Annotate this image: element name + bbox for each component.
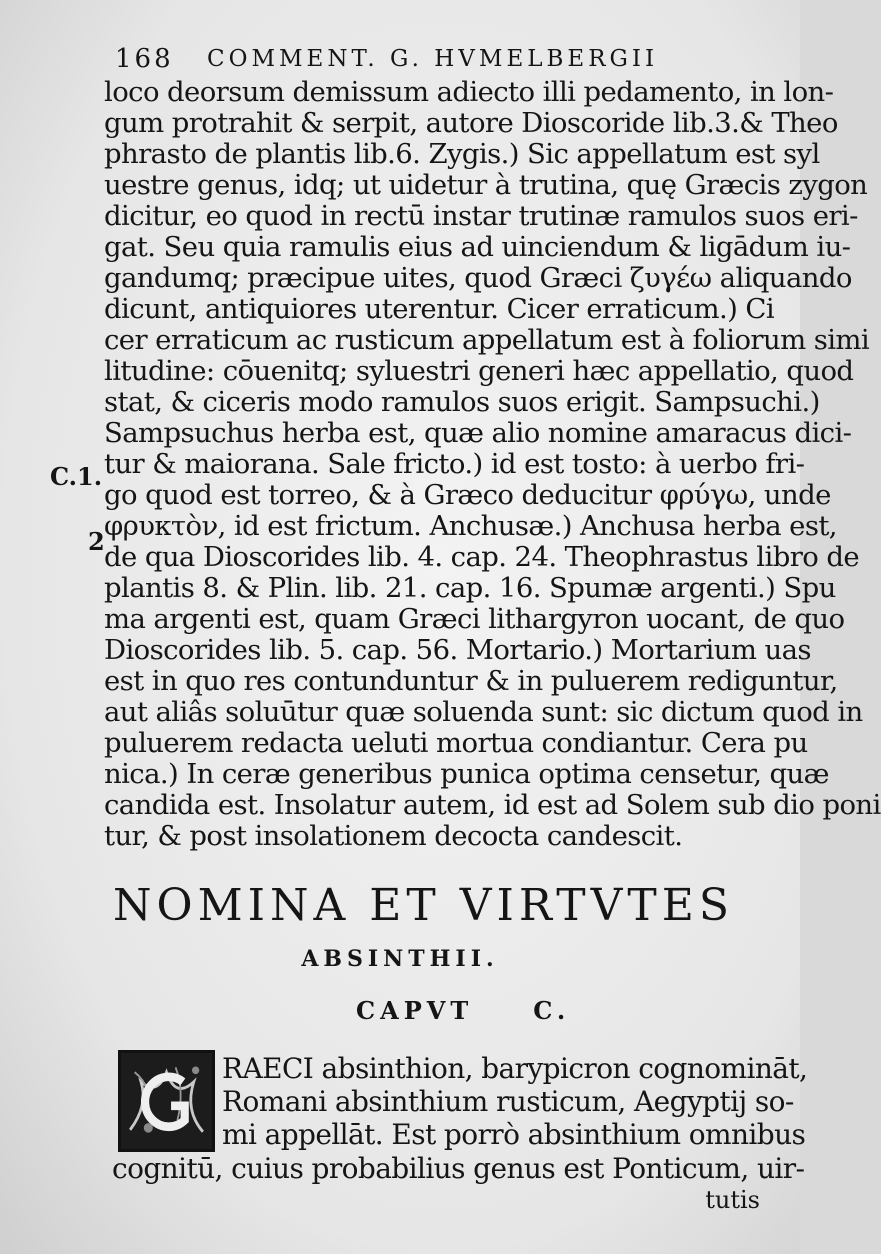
- text-line: Dioscorides lib. 5. cap. 56. Mortario.) Mortarium uas: [104, 634, 811, 666]
- text-line: ma argenti est, quam Græci lithargyron uocant, de quo: [104, 603, 845, 635]
- text-line: Sampsuchus herba est, quæ alio nomine amaracus dici-: [104, 417, 852, 449]
- running-title: COMMENT. G. HVMELBERGII: [207, 46, 659, 72]
- text-line: go quod est torreo, & à Græco deducitur φρύγω, unde: [104, 479, 831, 511]
- text-line: aut aliâs soluūtur quæ soluenda sunt: sic dictum quod in: [104, 696, 863, 728]
- text-line: gandumq; præcipue uites, quod Græci ζυγέω aliquando: [104, 262, 852, 294]
- text-line: nica.) In ceræ generibus punica optima censetur, quæ: [104, 758, 829, 790]
- catchword: tutis: [705, 1186, 760, 1214]
- text-line: uestre genus, idq; ut uidetur à trutina, quę Græcis zygon: [104, 169, 868, 201]
- decorated-initial-letter: [118, 1050, 215, 1152]
- text-line: candida est. Insolatur autem, id est ad Solem sub dio poni: [104, 789, 881, 821]
- text-line: loco deorsum demissum adiecto illi pedamento, in lon-: [104, 76, 834, 108]
- text-line: stat, & ciceris modo ramulos suos erigit. Sampsuchi.): [104, 386, 820, 418]
- text-line: gat. Seu quia ramulis eius ad uinciendum & ligādum iu-: [104, 231, 851, 263]
- commentary-text: [104, 76, 881, 852]
- chapter-heading: [356, 996, 570, 1025]
- text-line: tur & maiorana. Sale fricto.) id est tosto: à uerbo fri-: [104, 448, 805, 480]
- caput-label: CAPVT: [356, 996, 474, 1025]
- text-line: litudine: cōuenitq; syluestri generi hæc appellatio, quod: [104, 355, 854, 387]
- text-line: RAECI absinthion, barypicron cognomināt,: [222, 1052, 808, 1085]
- text-line: dicitur, eo quod in rectū instar trutinæ ramulos suos eri-: [104, 200, 858, 232]
- page-header: [115, 40, 775, 80]
- text-line: plantis 8. & Plin. lib. 21. cap. 16. Spumæ argenti.) Spu: [104, 572, 836, 604]
- text-line: tur, & post insolationem decocta candescit.: [104, 820, 683, 852]
- text-line: φρυκτὸν, id est frictum. Anchusæ.) Anchusa herba est,: [104, 510, 837, 542]
- ornament-icon: [121, 1053, 212, 1149]
- text-line: puluerem redacta ueluti mortua condiantur. Cera pu: [104, 727, 808, 759]
- text-line: dicunt, antiquiores uterentur. Cicer erraticum.) Ci: [104, 293, 775, 325]
- text-line: de qua Dioscorides lib. 4. cap. 24. Theophrastus libro de: [104, 541, 860, 573]
- text-line: gum protrahit & serpit, autore Dioscoride lib.3.& Theo: [104, 107, 838, 139]
- text-line: Romani absinthium rusticum, Aegyptij so-: [222, 1085, 794, 1118]
- section-subtitle: ABSINTHII.: [301, 946, 499, 972]
- margin-note: 2: [88, 527, 105, 556]
- margin-note: C.1.: [50, 462, 103, 491]
- text-line: mi appellāt. Est porrò absinthium omnibus: [222, 1118, 806, 1151]
- page-number: 168: [115, 44, 174, 74]
- caput-number: C.: [533, 996, 571, 1025]
- chapter-text-beside-initial: [222, 1052, 808, 1151]
- chapter-text: [112, 1152, 805, 1185]
- text-line: phrasto de plantis lib.6. Zygis.) Sic appellatum est syl: [104, 138, 820, 170]
- text-line: est in quo res contunduntur & in puluerem rediguntur,: [104, 665, 838, 697]
- text-line: cognitū, cuius probabilius genus est Ponticum, uir-: [112, 1152, 805, 1185]
- text-line: cer erraticum ac rusticum appellatum est à foliorum simi: [104, 324, 870, 356]
- section-title: NOMINA ET VIRTVTES: [113, 880, 734, 931]
